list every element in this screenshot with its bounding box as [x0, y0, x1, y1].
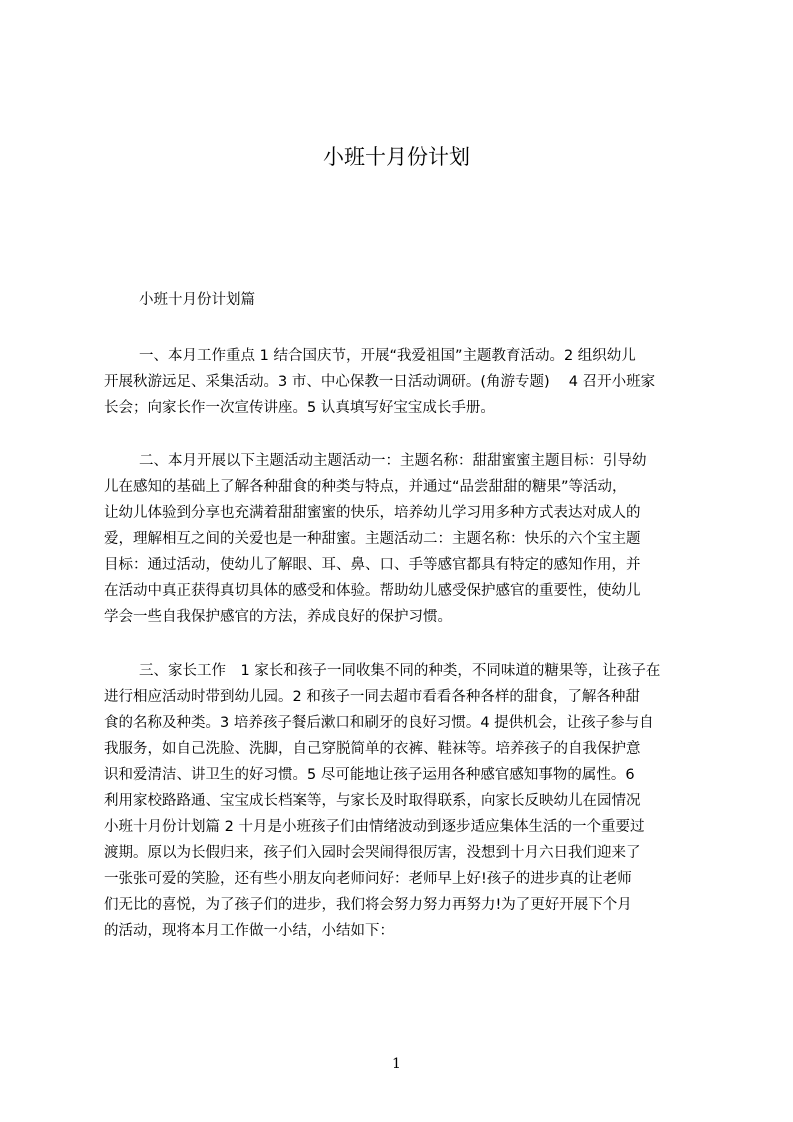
text-line: 长会；向家长作一次宣传讲座。5 认真填写好宝宝成长手册。 [104, 400, 495, 416]
text-line: 进行相应活动时带到幼儿园。2 和孩子一同去超市看看各种各样的甜食，了解各种甜 [104, 689, 640, 705]
text-line: 的活动，现将本月工作做一小结，小结如下： [104, 923, 394, 939]
page-title: 小班十月份计划 [323, 145, 470, 169]
paragraph-parent-work [104, 658, 698, 944]
paragraph-theme-activities [104, 448, 698, 630]
text-line: 爱，理解相互之间的关爱也是一种甜蜜。主题活动二：主题名称：快乐的六个宝主题 [104, 531, 641, 547]
text-line: 渡期。原以为长假归来，孩子们入园时会哭闹得很厉害，没想到十月六日我们迎来了 [104, 845, 641, 861]
text-line: 学会一些自我保护感官的方法，养成良好的保护习惯。 [104, 609, 452, 625]
text-line: 我服务，如自己洗脸、洗脚，自己穿脱简单的衣裤、鞋袜等。培养孩子的自我保护意 [104, 741, 641, 757]
text-line: 让幼儿体验到分享也充满着甜甜蜜蜜的快乐，培养幼儿学习用多种方式表达对成人的 [104, 505, 641, 521]
text-line: 们无比的喜悦，为了孩子们的进步，我们将会努力努力再努力!为了更好开展下个月 [104, 897, 632, 913]
text-line: 在活动中真正获得真切具体的感受和体验。帮助幼儿感受保护感官的重要性，使幼儿 [104, 583, 641, 599]
text-line: 二、本月开展以下主题活动主题活动一：主题名称：甜甜蜜蜜主题目标：引导幼 [139, 453, 647, 469]
page-number: 1 [392, 1056, 401, 1072]
text-line: 目标：通过活动，使幼儿了解眼、耳、鼻、口、手等感官都具有特定的感知作用，并 [104, 557, 641, 573]
text-line: 小班十月份计划篇 2 十月是小班孩子们由情绪波动到逐步适应集体生活的一个重要过 [104, 819, 645, 835]
text-line: 开展秋游远足、采集活动。3 市、中心保教一日活动调研。(角游专题) 4 召开小班家 [104, 374, 656, 390]
paragraph-work-focus [104, 343, 698, 421]
text-line: 三、家长工作 1 家长和孩子一同收集不同的种类，不同味道的糖果等，让孩子在 [139, 663, 661, 679]
text-line: 儿在感知的基础上了解各种甜食的种类与特点，并通过“品尝甜甜的糖果”等活动， [104, 479, 627, 495]
text-line: 利用家校路路通、宝宝成长档案等，与家长及时取得联系，向家长反映幼儿在园情况 [104, 793, 641, 809]
section-subtitle: 小班十月份计划篇 [139, 292, 255, 308]
text-line: 一张张可爱的笑脸，还有些小朋友向老师问好：老师早上好!孩子的进步真的让老师 [104, 871, 632, 887]
text-line: 识和爱清洁、讲卫生的好习惯。5 尽可能地让孩子运用各种感官感知事物的属性。6 [104, 767, 635, 783]
text-line: 一、本月工作重点 1 结合国庆节，开展“我爱祖国”主题教育活动。2 组织幼儿 [139, 348, 636, 364]
text-line: 食的名称及种类。3 培养孩子餐后漱口和刷牙的良好习惯。4 提供机会，让孩子参与自 [104, 715, 654, 731]
